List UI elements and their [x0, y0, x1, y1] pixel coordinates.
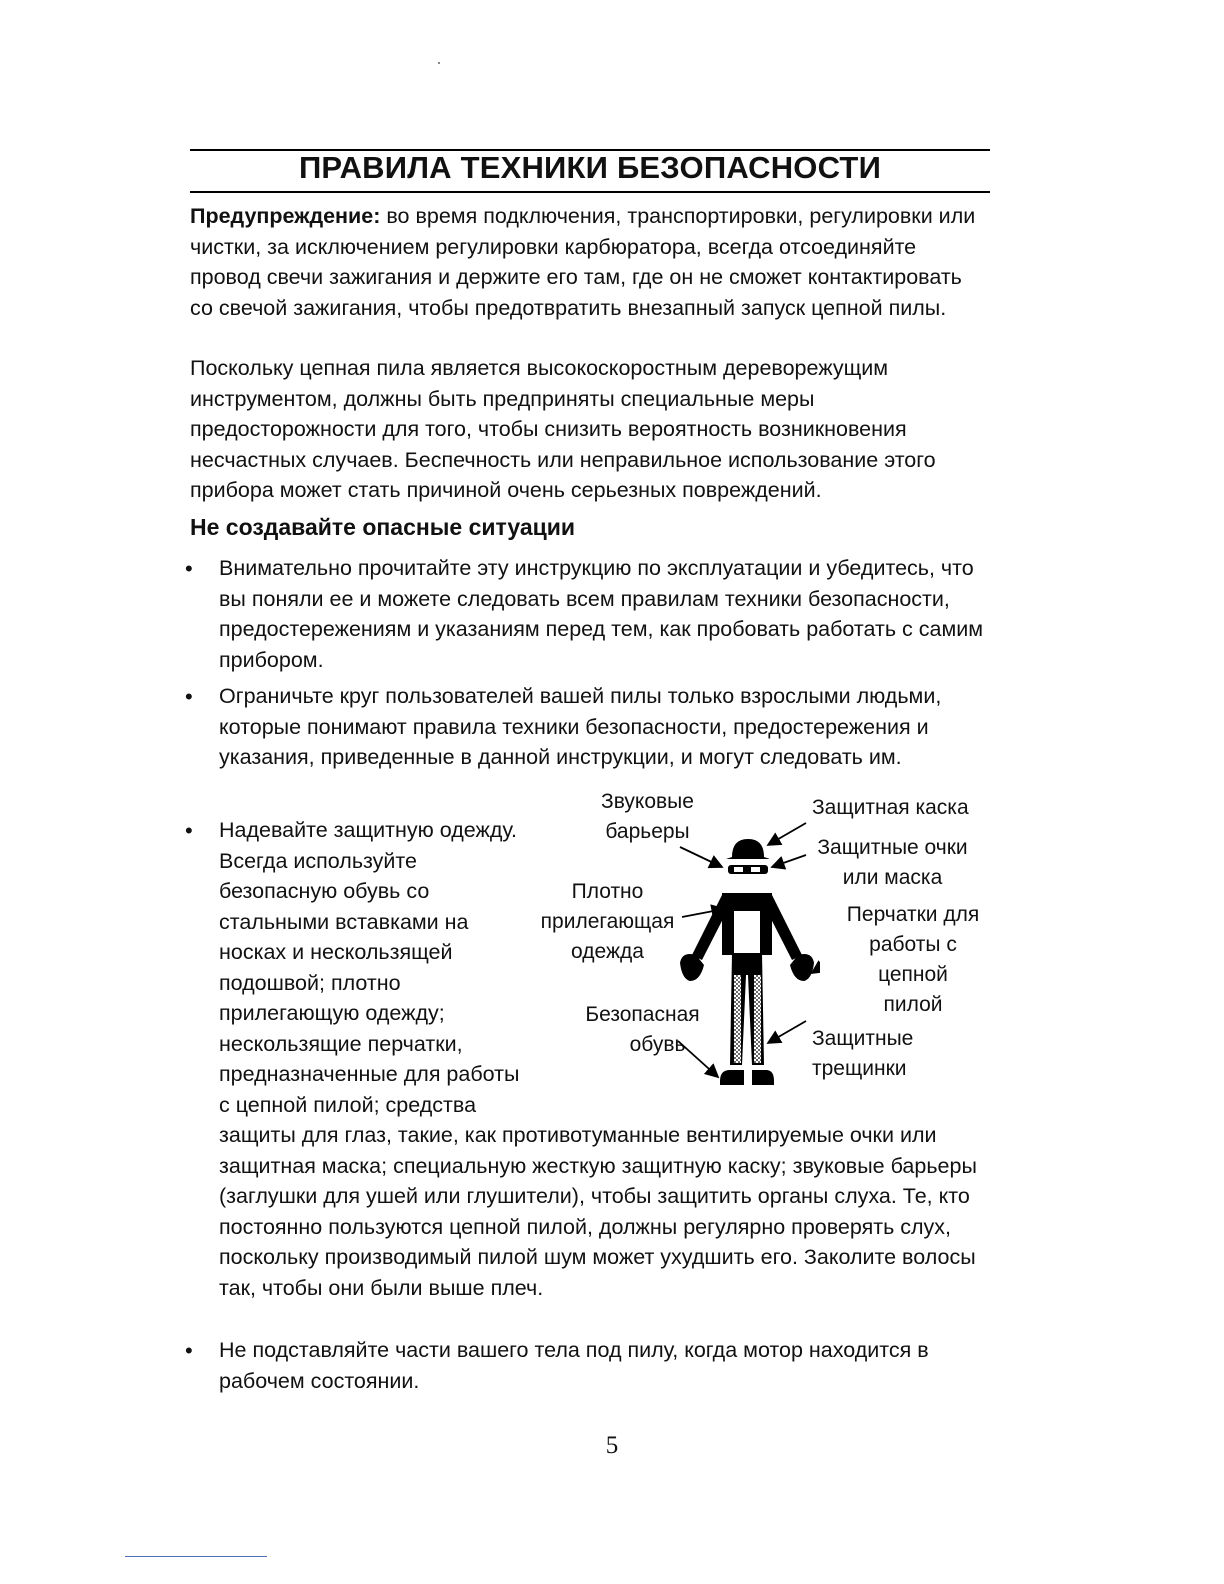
- left-shoe-icon: [720, 1070, 744, 1085]
- bullet-marker: •: [185, 818, 193, 843]
- page-number: 5: [605, 1432, 619, 1459]
- bullet-read-manual: Внимательно прочитайте эту инструкцию по эксплуатации и убедитесь, что вы поняли ее и можете следовать всем правилам техники безопасности, предостережениям и указаниям перед тем, как пробовать работать с самим прибором.: [219, 556, 984, 672]
- label-goggles: [805, 833, 980, 893]
- chaps-left-icon: [734, 975, 741, 1063]
- bullet-protective-clothing-continued: защиты для глаз, такие, как противотуманные вентилируемые очки или защитная маска; специальную жесткую защитную каску; звуковые барьеры (заглушки для ушей или глушители), чтобы защитить органы слуха. Те, кто постоянно пользуются цепной пилой, должны регулярно проверять слух, поскольку производимый пилой шум может ухудшить его. Заколите волосы так, чтобы они были выше плеч.: [219, 1123, 977, 1300]
- label-line: Звуковые: [601, 790, 694, 813]
- label-line: барьеры: [605, 820, 690, 843]
- bullet-marker: •: [185, 684, 193, 709]
- text-line: стальными вставками на: [219, 909, 469, 934]
- section-heading: Не создавайте опасные ситуации: [190, 514, 576, 540]
- bullet-protective-clothing-lines: [219, 815, 559, 1120]
- bullet-restrict-users: Ограничьте круг пользователей вашей пилы только взрослыми людьми, которые понимают правила техники безопасности, предостережения и указания, приведенные в данной инструкции, и могут следовать им.: [219, 684, 942, 769]
- right-shoe-icon: [752, 1070, 774, 1085]
- arrow-sound-barriers: [680, 847, 722, 867]
- jacket-icon: [722, 893, 772, 955]
- right-arm-icon: [768, 895, 802, 960]
- label-line: пилой: [883, 993, 943, 1016]
- label-line: Плотно: [571, 880, 644, 903]
- warning-paragraph: [190, 201, 990, 323]
- label-line: Защитные очки: [817, 836, 968, 859]
- label-line: или маска: [842, 866, 943, 889]
- text-line: нескользящие перчатки,: [219, 1031, 463, 1056]
- safety-gear-figure: [660, 815, 820, 1095]
- label-line: обувь: [629, 1033, 686, 1056]
- title-bottom-rule: [190, 191, 990, 193]
- text-line: Всегда используйте: [219, 848, 417, 873]
- label-helmet: Защитная каска: [812, 796, 969, 819]
- arrow-helmet: [768, 823, 806, 845]
- arrow-gloves: [812, 943, 820, 973]
- arrow-shoes: [678, 1041, 718, 1077]
- text-line: предназначенные для работы: [219, 1062, 520, 1086]
- label-line: Безопасная: [585, 1003, 700, 1026]
- text-line: подошвой; плотно: [219, 970, 401, 995]
- label-gloves: [838, 900, 988, 1020]
- label-line: цепной: [878, 963, 948, 986]
- text-line: носках и нескользящей: [219, 940, 453, 964]
- label-line: одежда: [571, 940, 644, 963]
- warning-text: во время подключения, транспортировки, регулировки или чистки, за исключением регулировки карбюратора, всегда отсоединяйте провод свечи зажигания и держите его там, где он не сможет контактировать со свечой зажигания, чтобы предотвратить внезапный запуск цепной пилы.: [190, 204, 976, 320]
- label-line: трещинки: [812, 1057, 907, 1080]
- label-line: Защитные: [812, 1027, 914, 1050]
- bullet-body-away: Не подставляйте части вашего тела под пилу, когда мотор находится в рабочем состоянии.: [219, 1338, 929, 1393]
- warning-label: Предупреждение:: [190, 204, 381, 228]
- text-line: безопасную обувь со: [219, 879, 430, 903]
- scan-speck: [438, 62, 440, 64]
- label-line: Перчатки для: [846, 903, 980, 926]
- label-line: прилегающая: [540, 910, 675, 933]
- left-arm-icon: [692, 895, 726, 960]
- text-line: Надевайте защитную одежду.: [219, 818, 517, 842]
- bullet-marker: •: [185, 1338, 193, 1363]
- label-line: работы с: [869, 933, 957, 956]
- label-chaps: [812, 1024, 913, 1084]
- footer-line: [125, 1556, 267, 1557]
- bullet-marker: •: [185, 556, 193, 581]
- page-title: ПРАВИЛА ТЕХНИКИ БЕЗОПАСНОСТИ: [298, 150, 882, 185]
- arrow-chaps: [768, 1021, 806, 1043]
- chaps-right-icon: [754, 975, 761, 1063]
- arrow-goggles: [772, 855, 806, 867]
- intro-paragraph: Поскольку цепная пила является высокоскоростным дереворежущим инструментом, должны быть предприняты специальные меры предосторожности для того, чтобы снизить вероятность возникновения несчастных случаев. Беспечность или неправильное использование этого прибора может стать причиной очень серьезных повреждений.: [190, 356, 936, 502]
- text-line: с цепной пилой; средства: [219, 1092, 477, 1117]
- helmet-icon: [726, 839, 770, 859]
- text-line: прилегающую одежду;: [219, 1001, 445, 1025]
